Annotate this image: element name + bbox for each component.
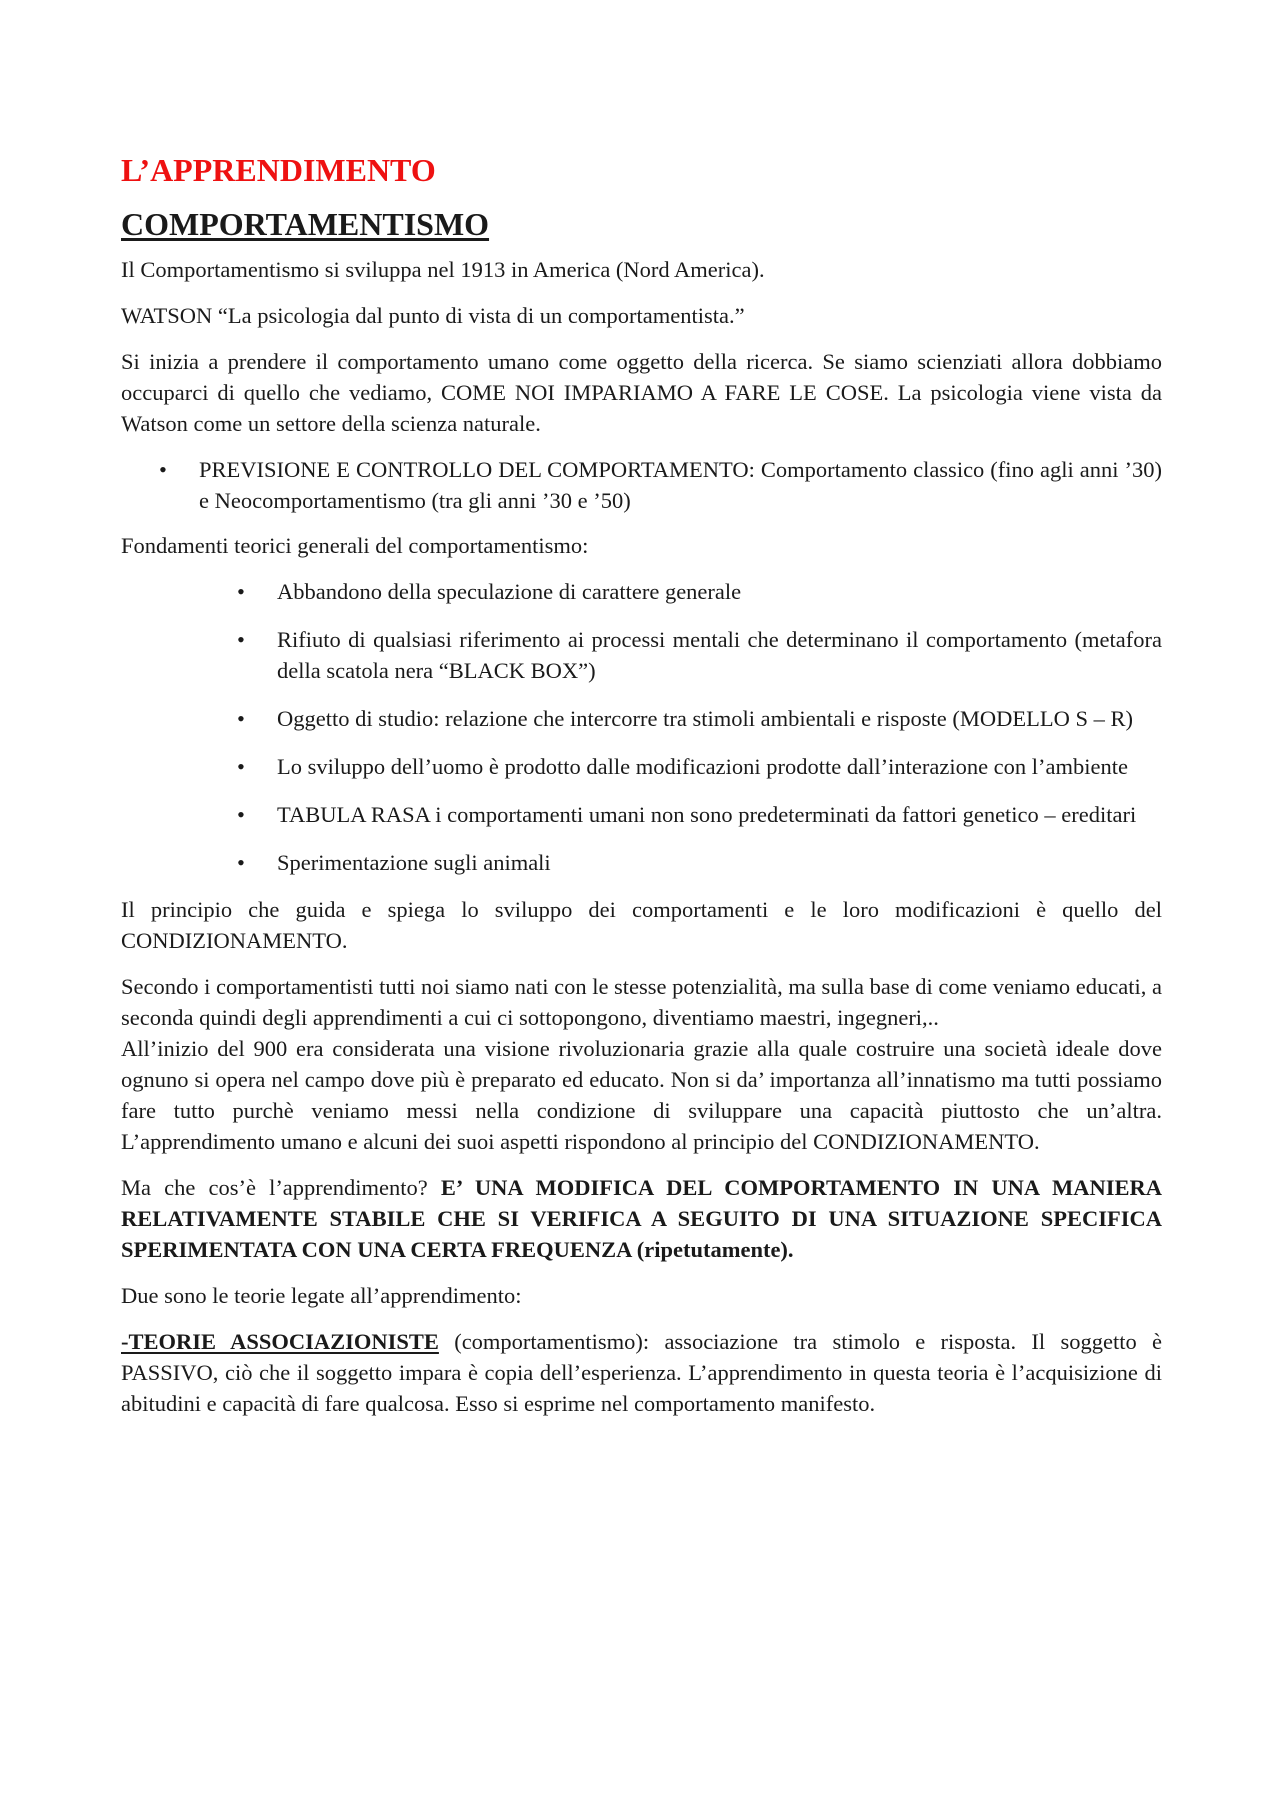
list-item — [121, 624, 1162, 686]
bullet-icon: • — [159, 457, 167, 482]
paragraph-origin: Il Comportamentismo si sviluppa nel 1913 in America (Nord America). — [121, 257, 765, 282]
section-title: COMPORTAMENTISMO — [121, 206, 490, 242]
bullet-icon: • — [237, 627, 245, 652]
definition-question: Ma che cos’è l’apprendimento? — [121, 1175, 441, 1200]
paragraph-research: Si inizia a prendere il comportamento umano come oggetto della ricerca. Se siamo scienziati allora dobbiamo occuparci di quello che vediamo, COME NOI IMPARIAMO A FARE LE COSE. La psicologia viene vista da Watson come un settore della scienza naturale. — [121, 349, 1162, 436]
bullet-icon: • — [237, 850, 245, 875]
list-item — [121, 751, 1162, 782]
list-item — [121, 454, 1162, 516]
paragraph-theories-intro: Due sono le teorie legate all’apprendimento: — [121, 1283, 522, 1308]
theory-term: -TEORIE ASSOCIAZIONISTE — [121, 1329, 439, 1354]
paragraph-fundamentals-intro: Fondamenti teorici generali del comportamentismo: — [121, 533, 589, 558]
list-item-text: Sperimentazione sugli animali — [277, 850, 551, 875]
paragraph-associationist — [121, 1326, 1162, 1419]
paragraph-conditioning: Il principio che guida e spiega lo sviluppo dei comportamenti e le loro modificazioni è quello del CONDIZIONAMENTO. — [121, 897, 1162, 953]
bullet-icon: • — [237, 706, 245, 731]
document-page — [121, 150, 1162, 1434]
list-item-text: TABULA RASA i comportamenti umani non sono predeterminati da fattori genetico – ereditari — [277, 802, 1137, 827]
document-title: L’APPRENDIMENTO — [121, 152, 436, 188]
definition-text: E’ UNA MODIFICA DEL COMPORTAMENTO IN UNA MANIERA RELATIVAMENTE STABILE CHE SI VERIFICA A SEGUITO DI UNA SITUAZIONE SPECIFICA SPERIMENTATA CON UNA CERTA FREQUENZA (ripetutamente). — [121, 1175, 1163, 1262]
list-item — [121, 576, 1162, 607]
list-item — [121, 703, 1162, 734]
list-item-text: Abbandono della speculazione di carattere generale — [277, 579, 742, 604]
bullet-icon: • — [237, 802, 245, 827]
list-item-text: Oggetto di studio: relazione che intercorre tra stimoli ambientali e risposte (MODELLO S – R) — [277, 706, 1134, 731]
list-item-text: Lo sviluppo dell’uomo è prodotto dalle modificazioni prodotte dall’interazione con l’ambiente — [277, 754, 1129, 779]
paragraph-potential: Secondo i comportamentisti tutti noi siamo nati con le stesse potenzialità, ma sulla base di come veniamo educati, a seconda quindi degli apprendimenti a cui ci sottopongono, diventiamo maestri, ingegneri,.. — [121, 974, 1162, 1030]
list-item-text: Rifiuto di qualsiasi riferimento ai processi mentali che determinano il comportamento (metafora della scatola nera “BLACK BOX”) — [277, 627, 1162, 683]
top-bullet-list — [121, 454, 1162, 516]
list-item — [121, 847, 1162, 878]
list-item — [121, 799, 1162, 830]
paragraph-definition — [121, 1172, 1162, 1265]
bullet-icon: • — [237, 754, 245, 779]
bullet-icon: • — [237, 579, 245, 604]
theory-description: (comportamentismo): associazione tra stimolo e risposta. Il soggetto è PASSIVO, ciò che il soggetto impara è copia dell’esperienza. L’apprendimento in questa teoria è l’acquisizione di abitudini e capacità di fare qualcosa. Esso si esprime nel comportamento manifesto. — [121, 1329, 1162, 1416]
paragraph-revolutionary-vision: All’inizio del 900 era considerata una visione rivoluzionaria grazie alla quale costruire una società ideale dove ognuno si opera nel campo dove più è preparato ed educato. Non si da’ importanza all’innatismo ma tutti possiamo fare tutto purchè veniamo messi nella condizione di sviluppare una capacità piuttosto che un’altra. L’apprendimento umano e alcuni dei suoi aspetti rispondono al principio del CONDIZIONAMENTO. — [121, 1036, 1162, 1154]
list-item-text: PREVISIONE E CONTROLLO DEL COMPORTAMENTO: Comportamento classico (fino agli anni ’30) e Neocomportamentismo (tra gli anni ’30 e ’50) — [199, 457, 1162, 513]
fundamentals-list — [121, 576, 1162, 878]
paragraph-watson: WATSON “La psicologia dal punto di vista di un comportamentista.” — [121, 303, 745, 328]
